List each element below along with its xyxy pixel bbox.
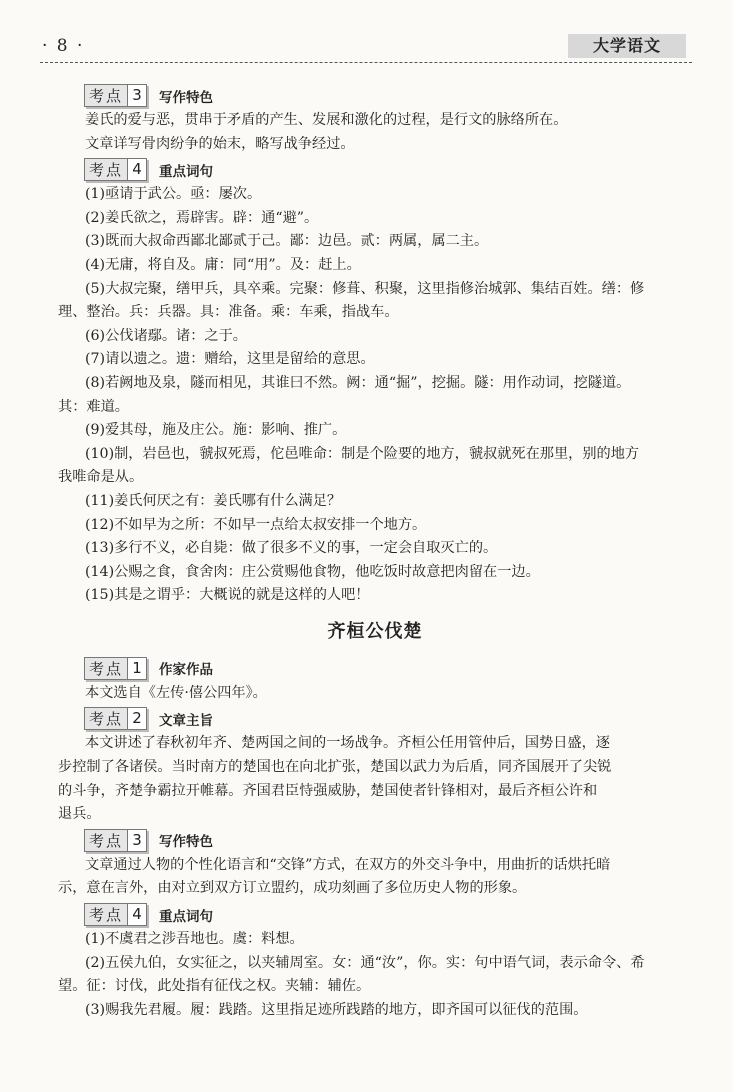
- paragraph-line: 退兵。: [58, 806, 101, 823]
- kaodian-title: 文章主旨: [159, 712, 214, 729]
- header-divider: [40, 62, 692, 63]
- vocab-item: (6)公伐诸鄢。诸：之于。: [85, 327, 247, 344]
- kaodian-title: 写作特色: [159, 89, 214, 106]
- vocab-item: (15)其是之谓乎：大概说的就是这样的人吧！: [85, 587, 370, 604]
- vocab-item: (10)制，岩邑也，虢叔死焉，佗邑唯命：制是个险要的地方，虢叔就死在那里，别的地方: [85, 445, 640, 462]
- vocab-item: (3)既而大叔命西鄙北鄙贰于己。鄙：边邑。贰：两属，属二主。: [85, 233, 489, 250]
- kaodian-heading: [58, 902, 692, 927]
- kaodian-heading: [58, 828, 692, 853]
- kaodian-number: 4: [127, 904, 146, 925]
- kaodian-title: 重点词句: [159, 908, 214, 925]
- paragraph-line: 文章详写骨肉纷争的始末，略写战争经过。: [85, 135, 355, 152]
- paragraph-line: 本文讲述了春秋初年齐、楚两国之间的一场战争。齐桓公任用管仲后，国势日盛，逐: [85, 735, 610, 752]
- kaodian-number: 3: [127, 830, 146, 851]
- kaodian-tag: 考点 2: [84, 707, 147, 730]
- section-title: 齐桓公伐楚: [327, 620, 423, 642]
- vocab-item: (9)爱其母，施及庄公。施：影响、推广。: [85, 422, 347, 439]
- vocab-item: (3)赐我先君履。履：践踏。这里指足迹所践踏的地方，即齐国可以征伐的范围。: [85, 1001, 588, 1018]
- kaodian-heading: [58, 157, 692, 182]
- kaodian-title: 作家作品: [159, 662, 214, 679]
- kaodian-tag: 考点 4: [84, 158, 147, 181]
- page-content: [58, 82, 692, 1022]
- paragraph-line: 本文选自《左传·僖公四年》。: [85, 684, 267, 701]
- vocab-item: (12)不如早为之所：不如早一点给太叔安排一个地方。: [85, 516, 427, 533]
- paragraph-line: 的斗争，齐楚争霸拉开帷幕。齐国君臣恃强威胁，楚国使者针锋相对，最后齐桓公许和: [58, 782, 598, 799]
- paragraph-line: 姜氏的爱与恶，贯串于矛盾的产生、发展和激化的过程，是行文的脉络所在。: [85, 112, 568, 128]
- page-number: · 8 ·: [42, 36, 85, 56]
- vocab-item: (2)五侯九伯，女实征之，以夹辅周室。女：通“汝”，你。实：句中语气词，表示命令、希: [85, 954, 645, 971]
- book-title: 大学语文: [568, 34, 686, 58]
- vocab-item: (2)姜氏欲之，焉辟害。辟：通“避”。: [85, 209, 319, 226]
- kaodian-tag: 考点 4: [84, 903, 147, 926]
- kaodian-heading: [58, 706, 692, 731]
- kaodian-number: 3: [127, 85, 146, 106]
- kaodian-title: 写作特色: [159, 834, 214, 851]
- kaodian-tag: 考点 1: [84, 657, 147, 680]
- vocab-item: (7)请以遗之。遗：赠给，这里是留给的意思。: [85, 351, 375, 368]
- kaodian-heading: [58, 656, 692, 681]
- vocab-item: (8)若阙地及泉，隧而相见，其谁曰不然。阙：通“掘”，挖掘。隧：用作动词，挖隧道。: [85, 374, 631, 391]
- paragraph-line: 示，意在言外，由对立到双方订立盟约，成功刻画了多位历史人物的形象。: [58, 880, 527, 897]
- kaodian-number: 1: [127, 658, 146, 679]
- vocab-item-cont: 其：难道。: [58, 398, 129, 415]
- vocab-item-cont: 望。征：讨伐，此处指有征伐之权。夹辅：辅佐。: [58, 978, 371, 995]
- vocab-item: (13)多行不义，必自毙：做了很多不义的事，一定会自取灭亡的。: [85, 540, 498, 557]
- vocab-item: (5)大叔完聚，缮甲兵，具卒乘。完聚：修葺、积聚，这里指修治城郭、集结百姓。缮：修: [85, 280, 645, 297]
- vocab-item-cont: 理、整治。兵：兵器。具：准备。乘：车乘，指战车。: [58, 304, 399, 321]
- vocab-item: (11)姜氏何厌之有：姜氏哪有什么满足？: [85, 492, 342, 509]
- vocab-item-cont: 我唯命是从。: [58, 469, 144, 486]
- kaodian-tag: 考点 3: [84, 829, 147, 852]
- kaodian-number: 4: [127, 159, 146, 180]
- kaodian-title: 重点词句: [159, 163, 214, 180]
- kaodian-heading: [58, 83, 692, 108]
- paragraph-line: 文章通过人物的个性化语言和“交锋”方式，在双方的外交斗争中，用曲折的话烘托暗: [85, 856, 611, 873]
- vocab-item: (14)公赐之食，食舍肉：庄公赏赐他食物，他吃饭时故意把肉留在一边。: [85, 563, 540, 580]
- vocab-item: (4)无庸，将自及。庸：同“用”。及：赶上。: [85, 256, 361, 273]
- paragraph-line: 步控制了各诸侯。当时南方的楚国也在向北扩张，楚国以武力为后盾，同齐国展开了尖锐: [58, 759, 612, 776]
- vocab-item: (1)不虞君之涉吾地也。虞：料想。: [85, 931, 304, 948]
- vocab-item: (1)亟请于武公。亟：屡次。: [85, 186, 262, 203]
- kaodian-tag: 考点 3: [84, 84, 147, 107]
- kaodian-number: 2: [127, 708, 146, 729]
